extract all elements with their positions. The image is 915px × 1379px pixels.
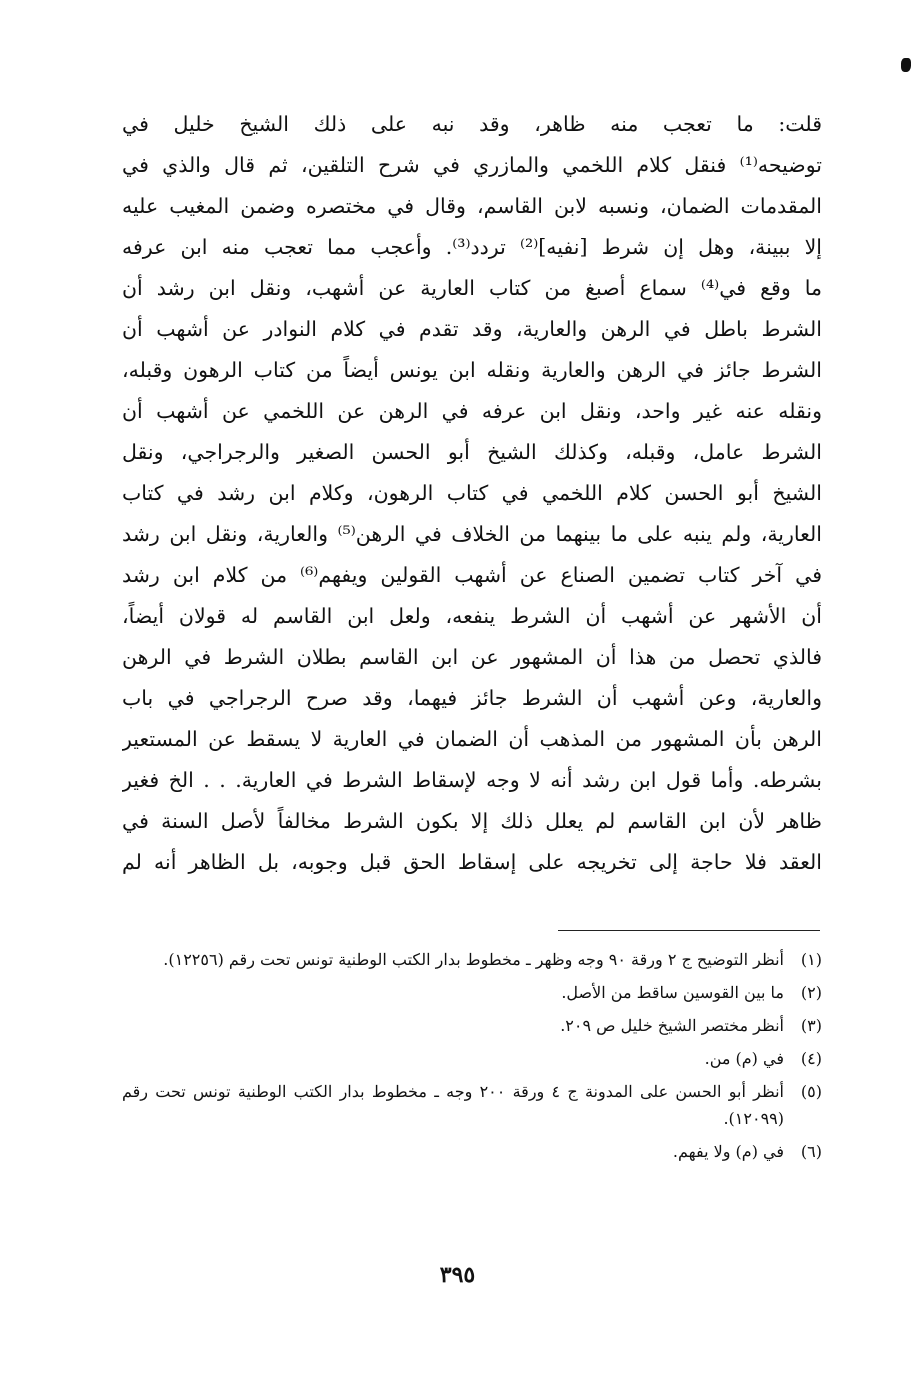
body-line: الرهن بأن المشهور من المذهب أن الضمان في العارية لا يسقط عن المستعير [122,727,822,751]
footnote [122,979,822,1006]
body-line: فالذي تحصل من هذا أن المشهور عن ابن القاسم بطلان الشرط في الرهن [122,645,822,669]
footnote [122,1078,822,1132]
page-number: ٣٩٥ [439,1262,476,1288]
footnote-number: (٢) [800,983,822,1002]
footnote-text: في (م) ولا يفهم. [672,1142,784,1161]
footnote-text: ما بين القوسين ساقط من الأصل. [561,983,784,1002]
body-line: ظاهر لأن ابن القاسم لم يعلل ذلك إلا بكون الشرط مخالفاً لأصل السنة في [122,809,822,833]
footnote-number: (١) [800,950,822,969]
footnote [122,1012,822,1039]
footnote-number: (٥) [800,1082,822,1101]
body-line: في آخر كتاب تضمين الصناع عن أشهب القولين ويفهم⁽⁶⁾ من كلام ابن رشد [122,563,822,587]
footnote-text: أنظر أبو الحسن على المدونة ج ٤ ورقة ٢٠٠ وجه ـ مخطوط بدار الكتب الوطنية تونس تحت رقم (١٢٠٩٩). [122,1082,784,1128]
footnote [122,1138,822,1165]
footnote-text: أنظر مختصر الشيخ خليل ص ٢٠٩. [560,1016,784,1035]
ink-mark [901,58,911,72]
body-line: العقد فلا حاجة إلى تخريجه على إسقاط الحق قبل وجوبه، بل الظاهر أنه لم [122,850,822,874]
body-line: الشيخ أبو الحسن كلام اللخمي في كتاب الرهون، وكلام ابن رشد في كتاب [122,481,822,505]
footnote-text: أنظر التوضيح ج ٢ ورقة ٩٠ وجه وظهر ـ مخطوط بدار الكتب الوطنية تونس تحت رقم (١٢٢٥٦). [163,950,784,969]
body-line: ونقله عنه غير واحد، ونقل ابن عرفه في الرهن عن اللخمي عن أشهب أن [122,399,822,423]
footnote-number: (٦) [800,1142,822,1161]
body-line: المقدمات الضمان، ونسبه لابن القاسم، وقال في مختصره وضمن المغيب عليه [122,194,822,218]
footnote-number: (٤) [800,1049,822,1068]
footnote [122,1045,822,1072]
body-line: قلت: ما تعجب منه ظاهر، وقد نبه على ذلك الشيخ خليل في [122,112,822,136]
main-text-block [122,104,822,883]
footnotes [122,946,822,1171]
body-line: والعارية، وعن أشهب أن الشرط جائز فيهما، وقد صرح الرجراجي في باب [122,686,822,710]
footnote-text: في (م) من. [704,1049,784,1068]
body-line: توضيحه⁽¹⁾ فنقل كلام اللخمي والمازري في شرح التلقين، ثم قال والذي في [122,153,822,177]
body-line: الشرط جائز في الرهن والعارية ونقله ابن يونس أيضاً من كتاب الرهون وقبله، [122,358,822,382]
body-line: بشرطه. وأما قول ابن رشد أنه لا وجه لإسقاط الشرط في العارية. . . الخ فغير [122,768,822,792]
body-line: إلا ببينة، وهل إن شرط [نفيه]⁽²⁾ تردد⁽³⁾. وأعجب مما تعجب منه ابن عرفه [122,235,822,259]
footnote [122,946,822,973]
body-line: العارية، ولم ينبه على ما بينهما من الخلاف في الرهن⁽⁵⁾ والعارية، ونقل ابن رشد [122,522,822,546]
body-line: ما وقع في⁽⁴⁾ سماع أصبغ من كتاب العارية عن أشهب، ونقل ابن رشد أن [122,276,822,300]
body-line: أن الأشهر عن أشهب أن الشرط ينفعه، ولعل ابن القاسم له قولان أيضاً، [122,604,822,628]
footnote-divider [558,930,820,931]
footnote-number: (٣) [800,1016,822,1035]
body-line: الشرط عامل، وقبله، وكذلك الشيخ أبو الحسن الصغير والرجراجي، ونقل [122,440,822,464]
body-line: الشرط باطل في الرهن والعارية، وقد تقدم في كلام النوادر عن أشهب أن [122,317,822,341]
